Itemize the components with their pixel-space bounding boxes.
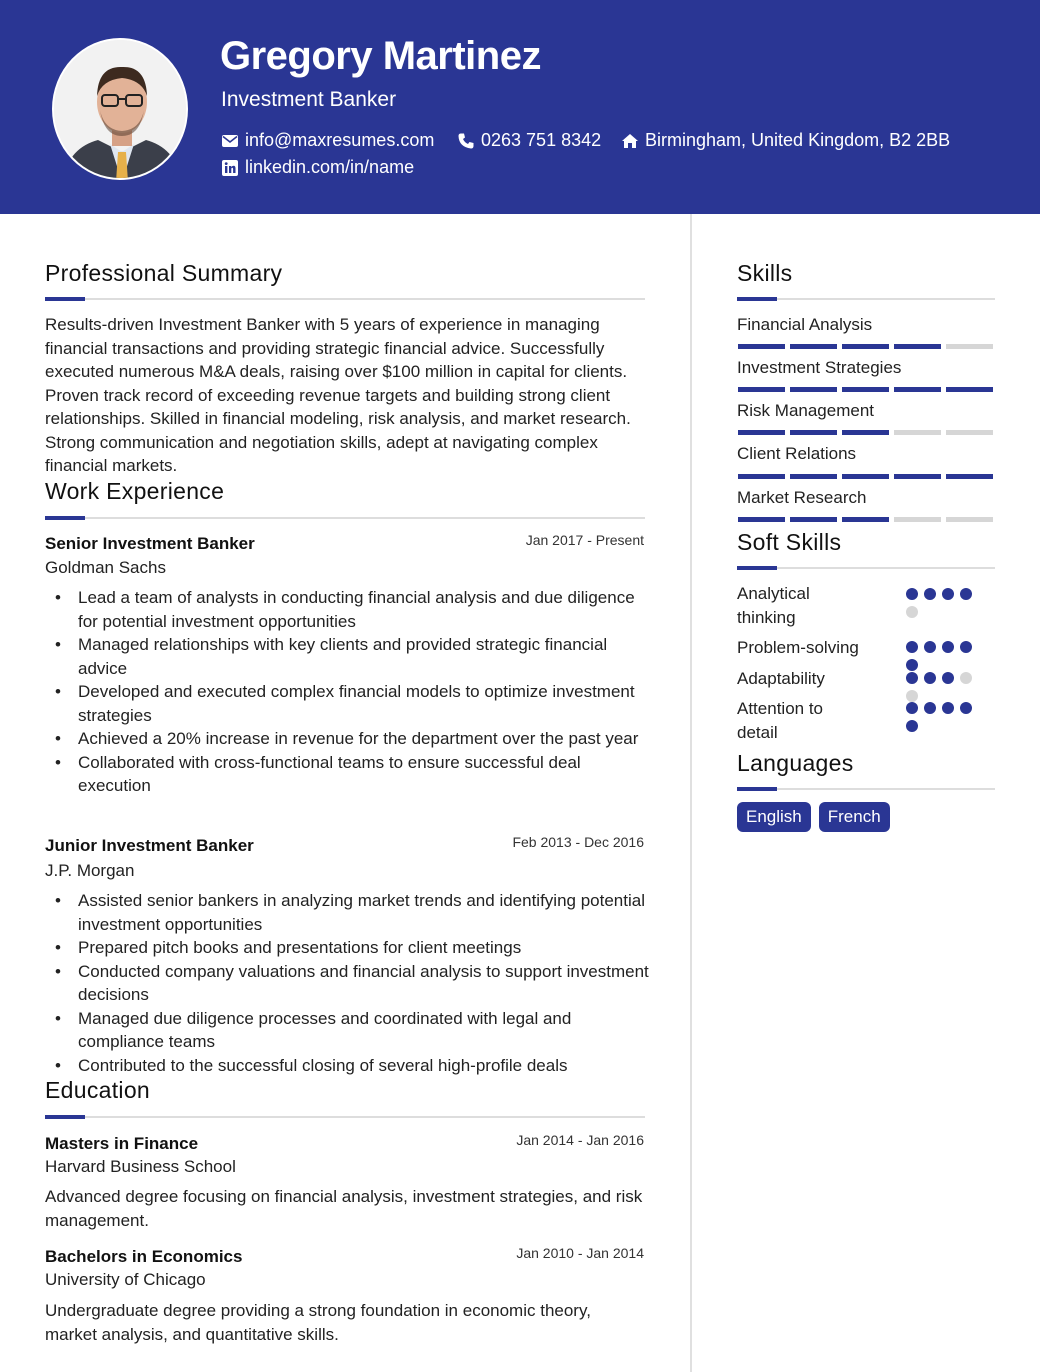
soft-skill-rating [906, 672, 986, 702]
phone-icon [457, 132, 475, 150]
summary-heading: Professional Summary [45, 260, 283, 286]
soft-skill-name: Attention to detail [737, 699, 824, 742]
email-text: info@maxresumes.com [245, 130, 435, 150]
address-text: Birmingham, United Kingdom, B2 2BB [645, 130, 951, 150]
skill-level-segment [946, 474, 993, 479]
linkedin-icon [221, 159, 239, 177]
degree-description: Advanced degree focusing on financial analysis, investment strategies, and risk management. [45, 1187, 643, 1230]
rating-dot [906, 588, 918, 600]
list-item: • Achieved a 20% increase in revenue for the department over the past year [45, 727, 651, 751]
languages-heading: Languages [737, 750, 854, 776]
soft-skill-name: Analytical thinking [737, 584, 810, 627]
list-item: • Managed relationships with key clients and provided strategic financial advice [45, 633, 651, 680]
linkedin-contact[interactable] [221, 157, 414, 178]
job-org: Goldman Sachs [45, 558, 166, 577]
soft-skills-accent [737, 566, 777, 570]
skill-level-segment [738, 474, 785, 479]
experience-heading: Work Experience [45, 478, 225, 504]
rating-dot [906, 641, 918, 653]
job-title: Senior Investment Banker [45, 534, 255, 553]
skill-level-segment [790, 474, 837, 479]
profile-photo [52, 38, 188, 180]
rating-dot [906, 672, 918, 684]
list-item: • Conducted company valuations and financial analysis to support investment decisions [45, 960, 651, 1007]
phone-text: 0263 751 8342 [481, 130, 602, 150]
skill-name: Risk Management [737, 401, 875, 420]
skills-heading: Skills [737, 260, 793, 286]
email-contact[interactable] [221, 130, 434, 151]
skill-level-segment [790, 517, 837, 522]
education-heading: Education [45, 1077, 150, 1103]
skill-level-segment [738, 517, 785, 522]
envelope-icon [221, 132, 239, 150]
list-item: • Lead a team of analysts in conducting financial analysis and due diligence for potential investment opportunities [45, 586, 651, 633]
soft-skill-rating [906, 588, 986, 618]
soft-skill-name: Problem-solving [737, 638, 859, 657]
skill-level-segment [738, 430, 785, 435]
soft-skill-rating [906, 702, 986, 732]
skill-level-segment [946, 517, 993, 522]
skill-level-segment [946, 344, 993, 349]
skill-name: Market Research [737, 488, 867, 507]
skill-level-segment [790, 430, 837, 435]
rating-dot [924, 672, 936, 684]
rating-dot [960, 588, 972, 600]
degree-title: Bachelors in Economics [45, 1247, 243, 1266]
skill-name: Financial Analysis [737, 315, 873, 334]
skill-level-segment [790, 387, 837, 392]
resume-header [0, 0, 1040, 214]
skill-level-segment [842, 344, 889, 349]
list-item: • Assisted senior bankers in analyzing market trends and identifying potential investment opportunities [45, 889, 651, 936]
skill-level-segment [842, 430, 889, 435]
candidate-role: Investment Banker [221, 88, 397, 111]
linkedin-text: linkedin.com/in/name [245, 157, 415, 177]
soft-skill-name: Adaptability [737, 669, 825, 688]
summary-rule [45, 298, 645, 300]
experience-accent [45, 516, 85, 520]
list-item: • Prepared pitch books and presentations for client meetings [45, 936, 651, 960]
degree-date: Jan 2010 - Jan 2014 [516, 1245, 644, 1261]
phone-contact[interactable] [457, 130, 601, 151]
degree-description: Undergraduate degree providing a strong foundation in economic theory, market analysis, and quantitative skills. [45, 1301, 591, 1344]
skill-level-bar [738, 430, 993, 435]
language-list [737, 802, 890, 832]
job-bullets [45, 586, 651, 798]
rating-dot [906, 702, 918, 714]
skill-level-segment [790, 344, 837, 349]
rating-dot [960, 702, 972, 714]
skill-level-segment [894, 517, 941, 522]
job-date: Jan 2017 - Present [525, 532, 644, 548]
school-name: Harvard Business School [45, 1157, 236, 1176]
education-rule [45, 1116, 645, 1118]
home-icon [621, 132, 639, 150]
list-item: • Developed and executed complex financial models to optimize investment strategies [45, 680, 651, 727]
column-divider [690, 214, 692, 1372]
rating-dot [906, 606, 918, 618]
skill-level-segment [894, 387, 941, 392]
soft-skill-rating [906, 641, 986, 671]
skill-level-segment [894, 474, 941, 479]
skill-level-segment [738, 387, 785, 392]
rating-dot [942, 702, 954, 714]
rating-dot [906, 690, 918, 702]
skill-level-segment [842, 517, 889, 522]
experience-rule [45, 517, 645, 519]
rating-dot [924, 588, 936, 600]
skill-name: Investment Strategies [737, 358, 902, 377]
job-title: Junior Investment Banker [45, 836, 254, 855]
rating-dot [906, 720, 918, 732]
school-name: University of Chicago [45, 1270, 206, 1289]
rating-dot [942, 672, 954, 684]
language-badge: French [819, 802, 890, 832]
list-item: • Contributed to the successful closing of several high-profile deals [45, 1054, 651, 1078]
job-org: J.P. Morgan [45, 861, 135, 880]
language-badge: English [737, 802, 811, 832]
rating-dot [924, 641, 936, 653]
skill-level-segment [946, 430, 993, 435]
summary-text: Results-driven Investment Banker with 5 years of experience in managing financial transactions and providing strategic financial advice. Successfully executed numerous M&A deals, raising over $100 million in capital for clients. Proven track record of exceeding revenue targets and building strong client relationships. Skilled in financial modeling, risk analysis, and market research. Strong communication and negotiation skills, adept at navigating complex financial markets. [45, 315, 631, 475]
job-bullets [45, 889, 651, 1077]
skill-name: Client Relations [737, 444, 857, 463]
skill-level-segment [738, 344, 785, 349]
rating-dot [942, 641, 954, 653]
rating-dot [924, 702, 936, 714]
list-item: • Collaborated with cross-functional teams to ensure successful deal execution [45, 751, 651, 798]
skill-level-segment [894, 344, 941, 349]
list-item: • Managed due diligence processes and coordinated with legal and compliance teams [45, 1007, 651, 1054]
rating-dot [906, 659, 918, 671]
rating-dot [960, 641, 972, 653]
skill-level-bar [738, 344, 993, 349]
education-accent [45, 1115, 85, 1119]
soft-skills-heading: Soft Skills [737, 529, 842, 555]
skill-level-segment [842, 387, 889, 392]
job-date: Feb 2013 - Dec 2016 [512, 834, 644, 850]
summary-accent [45, 297, 85, 301]
degree-title: Masters in Finance [45, 1134, 199, 1153]
skill-level-bar [738, 517, 993, 522]
skill-level-segment [894, 430, 941, 435]
candidate-name: Gregory Martinez [220, 34, 541, 78]
skill-level-segment [842, 474, 889, 479]
languages-accent [737, 787, 777, 791]
skill-level-bar [738, 387, 993, 392]
address-contact [621, 130, 950, 151]
rating-dot [942, 588, 954, 600]
skill-level-bar [738, 474, 993, 479]
degree-date: Jan 2014 - Jan 2016 [516, 1132, 644, 1148]
rating-dot [960, 672, 972, 684]
skill-level-segment [946, 387, 993, 392]
skills-accent [737, 297, 777, 301]
